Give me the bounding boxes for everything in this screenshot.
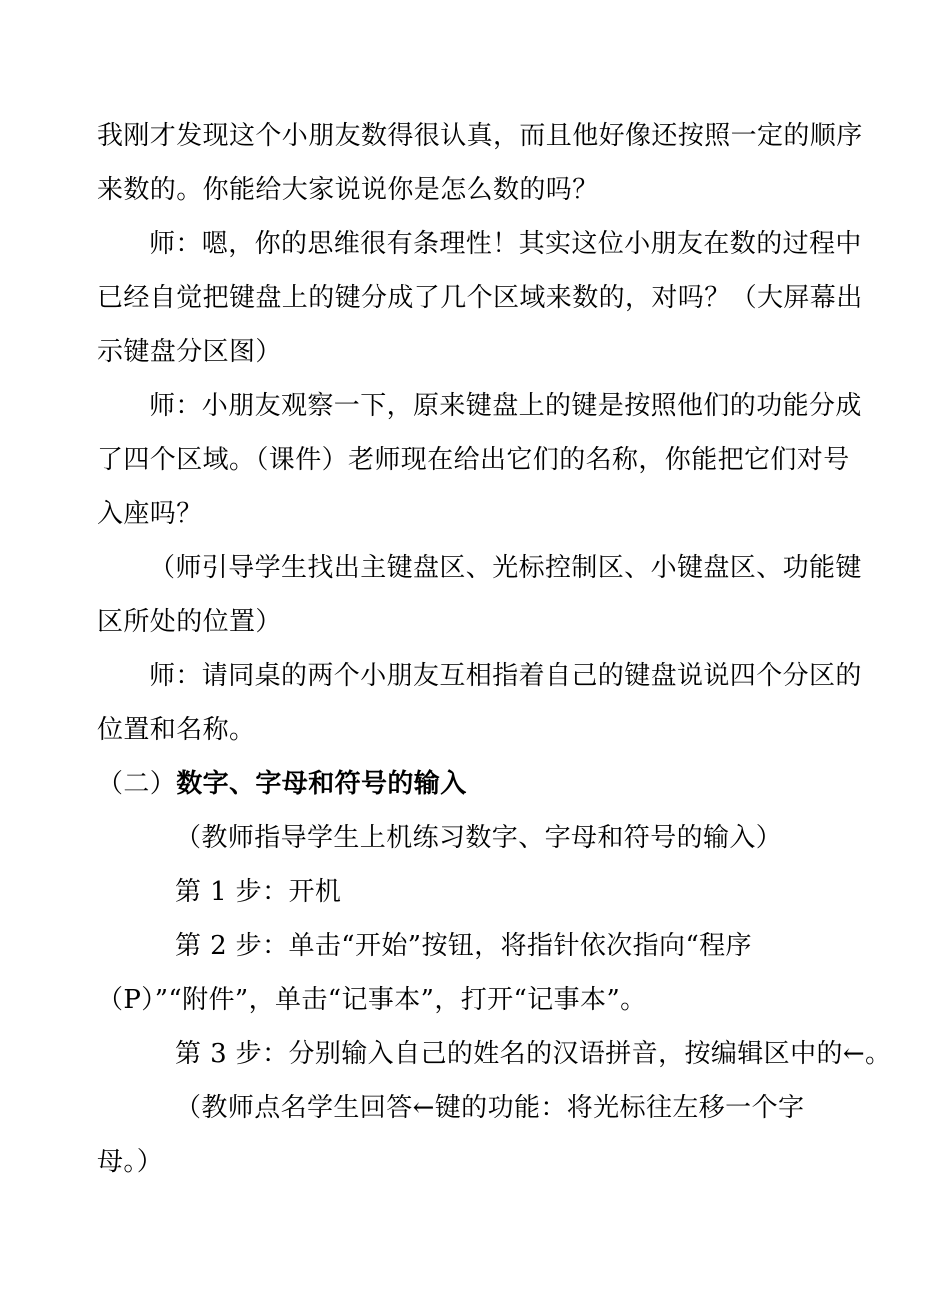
section-number: （二）	[97, 769, 177, 799]
paragraph-line: 区所处的位置）	[97, 607, 282, 637]
paragraph-line: 来数的。你能给大家说说你是怎么数的吗？	[97, 175, 599, 205]
paragraph-line: 了四个区域。（课件）老师现在给出它们的名称，你能把它们对号	[97, 445, 850, 475]
section-title: 数字、字母和符号的输入	[176, 769, 467, 799]
paragraph-line: 母。）	[97, 1147, 164, 1177]
paragraph-line: 位置和名称。	[97, 715, 256, 745]
paragraph-line: （师引导学生找出主键盘区、光标控制区、小键盘区、功能键	[149, 553, 862, 583]
paragraph-line: 师：请同桌的两个小朋友互相指着自己的键盘说说四个分区的	[149, 661, 862, 691]
step-line: 第 3 步：分别输入自己的姓名的汉语拼音，按编辑区中的←。	[175, 1039, 892, 1069]
paragraph-line: 已经自觉把键盘上的键分成了几个区域来数的，对吗？（大屏幕出	[97, 283, 863, 313]
step-line: 第 2 步：单击“开始”按钮，将指针依次指向“程序	[175, 931, 752, 961]
section-heading	[97, 767, 467, 801]
paragraph-line: （教师点名学生回答←键的功能：将光标往左移一个字	[175, 1093, 805, 1123]
paragraph-line: 师：小朋友观察一下，原来键盘上的键是按照他们的功能分成	[149, 391, 862, 421]
step-line: 第 1 步：开机	[175, 877, 342, 907]
paragraph-line: 入座吗？	[97, 499, 203, 529]
paragraph-line: 师：嗯，你的思维很有条理性！其实这位小朋友在数的过程中	[149, 229, 862, 259]
paragraph-line: 示键盘分区图）	[97, 337, 282, 367]
paragraph-line: （P）”“附件”，单击“记事本”，打开“记事本”。	[97, 985, 647, 1015]
paragraph-line: （教师指导学生上机练习数字、字母和符号的输入）	[175, 823, 783, 853]
paragraph-line: 我刚才发现这个小朋友数得很认真，而且他好像还按照一定的顺序	[97, 121, 863, 151]
